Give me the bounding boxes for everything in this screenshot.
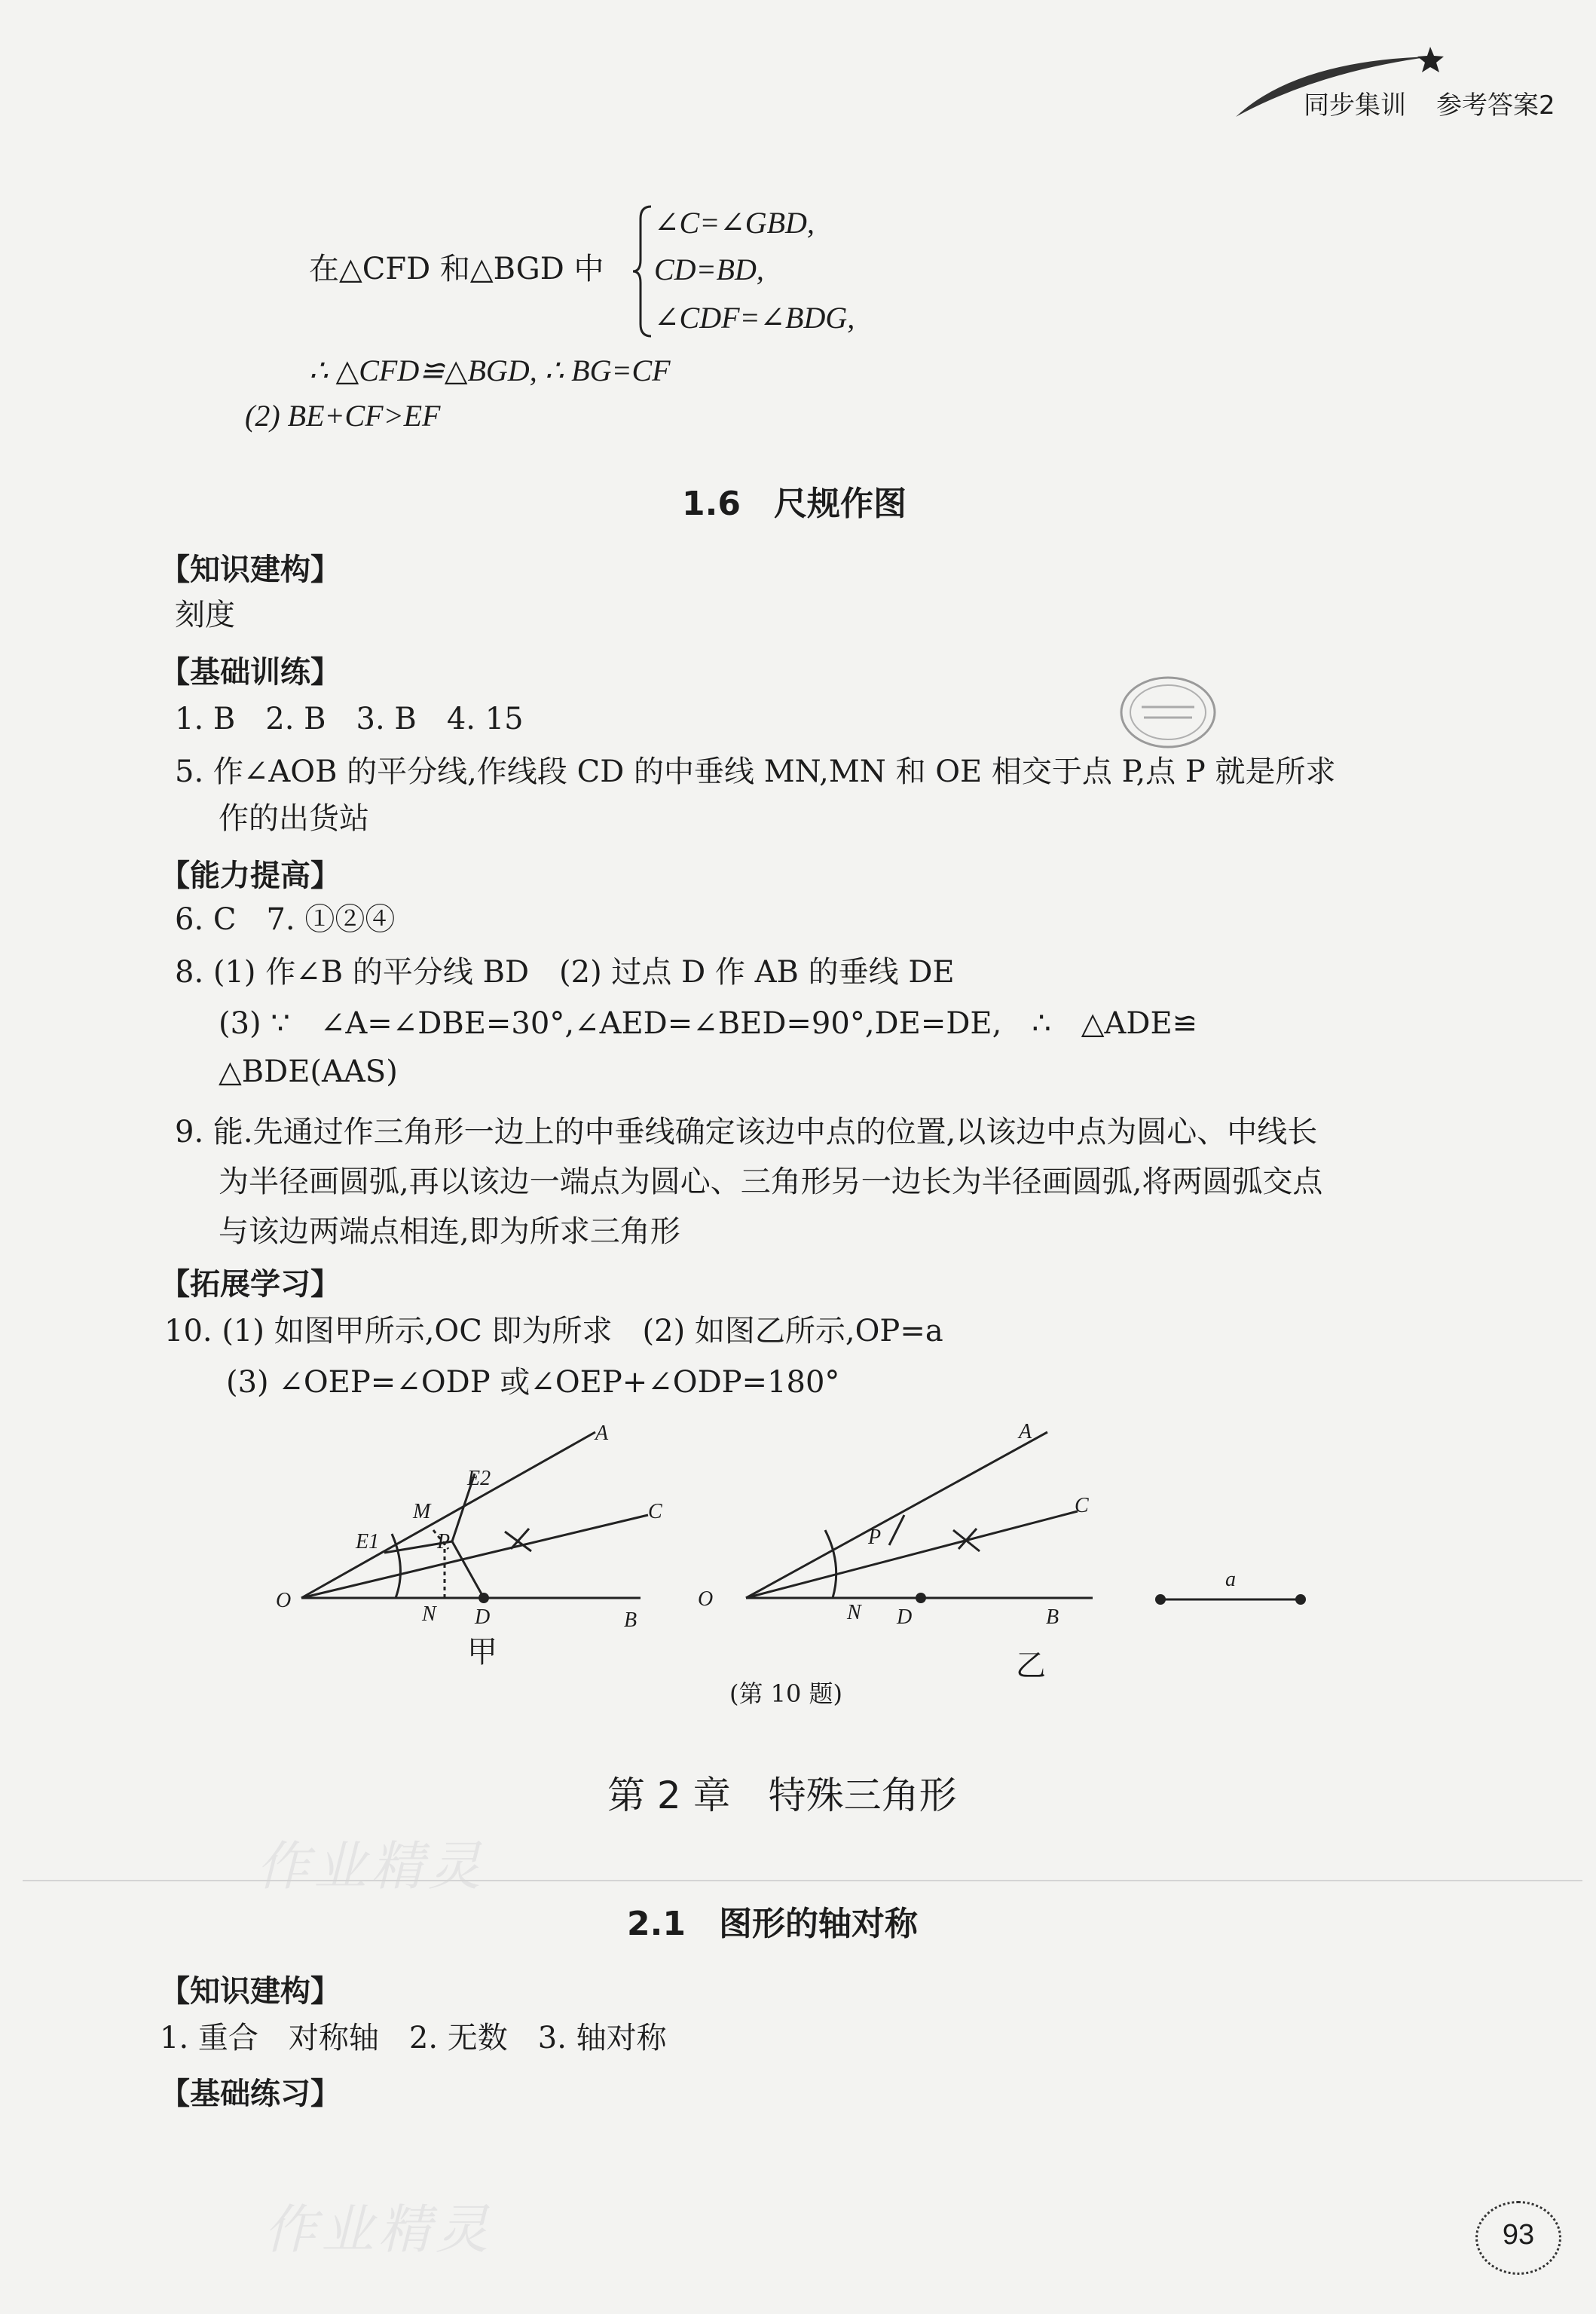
proof-conclusion: ∴ △CFD≌△BGD, ∴ BG=CF [309,354,671,387]
fig-label-O-2: O [698,1587,714,1611]
header-series: 同步集训 [1304,90,1406,121]
proof-line-3: ∠CDF=∠BDG, [654,301,855,335]
fig-label-B-2: B [1046,1605,1059,1629]
heading-knowledge-2: 【知识建构】 [160,1974,341,2009]
answer-8-line-3: △BDE(AAS) [219,1054,398,1089]
section-title-1-6: 1.6 尺规作图 [682,485,907,523]
heading-basic-training: 【基础训练】 [160,655,341,690]
divider-line [23,1880,1582,1881]
answer-10-line-1: 10. (1) 如图甲所示,OC 即为所求 (2) 如图乙所示,OP=a [164,1314,943,1348]
fig-label-B-1: B [624,1608,637,1632]
fig-label-A-1: A [595,1422,609,1445]
answer-5-line-1: 5. 作∠AOB 的平分线,作线段 CD 的中垂线 MN,MN 和 OE 相交于点 P,点 P 就是所求 [175,754,1336,789]
answer-10-line-2: (3) ∠OEP=∠ODP 或∠OEP+∠ODP=180° [226,1365,840,1400]
chapter-title: 第 2 章 特殊三角形 [607,1774,957,1817]
watermark-2: 作业精灵 [264,2199,493,2260]
fig-label-C-1: C [648,1500,662,1523]
answer-9-line-2: 为半径画圆弧,再以该边一端点为圆心、三角形另一边长为半径画圆弧,将两圆弧交点 [219,1165,1323,1199]
knowledge-answers-2: 1. 重合 对称轴 2. 无数 3. 轴对称 [160,2021,667,2055]
answers-6-7: 6. C 7. ①②④ [175,902,396,937]
figure-caption: (第 10 题) [729,1679,843,1708]
fig-label-A-2: A [1019,1420,1032,1443]
fig-label-N-1: N [422,1602,436,1626]
fig-label-E1: E1 [356,1530,380,1553]
knowledge-answer: 刻度 [175,598,235,632]
fig-label-jia: 甲 [467,1635,497,1670]
proof-part2: (2) BE+CF>EF [245,399,441,433]
fig-label-C-2: C [1075,1494,1089,1517]
answer-8-line-2: (3) ∵ ∠A=∠DBE=30°,∠AED=∠BED=90°,DE=DE, ∴ △ADE≌ [219,1006,1198,1041]
fig-label-N-2: N [847,1601,861,1624]
fig-label-a: a [1225,1568,1236,1591]
proof-line-1: ∠C=∠GBD, [654,206,815,240]
answers-1-4: 1. B 2. B 3. B 4. 15 [175,702,524,736]
fig-label-D-1: D [475,1605,491,1629]
answer-8-line-1: 8. (1) 作∠B 的平分线 BD (2) 过点 D 作 AB 的垂线 DE [175,955,955,990]
section-title-2-1: 2.1 图形的轴对称 [627,1905,918,1943]
fig-label-M: M [413,1500,431,1523]
answer-9-line-3: 与该边两端点相连,即为所求三角形 [219,1214,680,1249]
fig-label-P-2: P [868,1526,882,1549]
answer-9-line-1: 9. 能.先通过作三角形一边上的中垂线确定该边中点的位置,以该边中点为圆心、中线长 [175,1115,1318,1149]
heading-extension: 【拓展学习】 [160,1267,341,1302]
fig-label-yi: 乙 [1016,1648,1046,1683]
fig-label-P-1: P [437,1530,451,1553]
answer-5-line-2: 作的出货站 [219,801,369,836]
fig-label-D-2: D [897,1605,913,1629]
heading-knowledge: 【知识建构】 [160,552,341,587]
heading-ability: 【能力提高】 [160,859,341,893]
figure-10 [271,1417,1326,1673]
fig-label-E2: E2 [467,1467,491,1490]
page-number: 93 [1502,2219,1535,2251]
header-section: 参考答案2 [1436,90,1555,121]
watermark-1: 作业精灵 [256,1835,485,1897]
proof-prefix: 在△CFD 和△BGD 中 [309,252,604,286]
fig-label-O-1: O [276,1589,292,1612]
stamp-icon [1115,671,1221,754]
heading-basic-practice: 【基础练习】 [160,2077,341,2111]
proof-line-2: CD=BD, [654,253,764,286]
brace-icon [631,204,654,339]
